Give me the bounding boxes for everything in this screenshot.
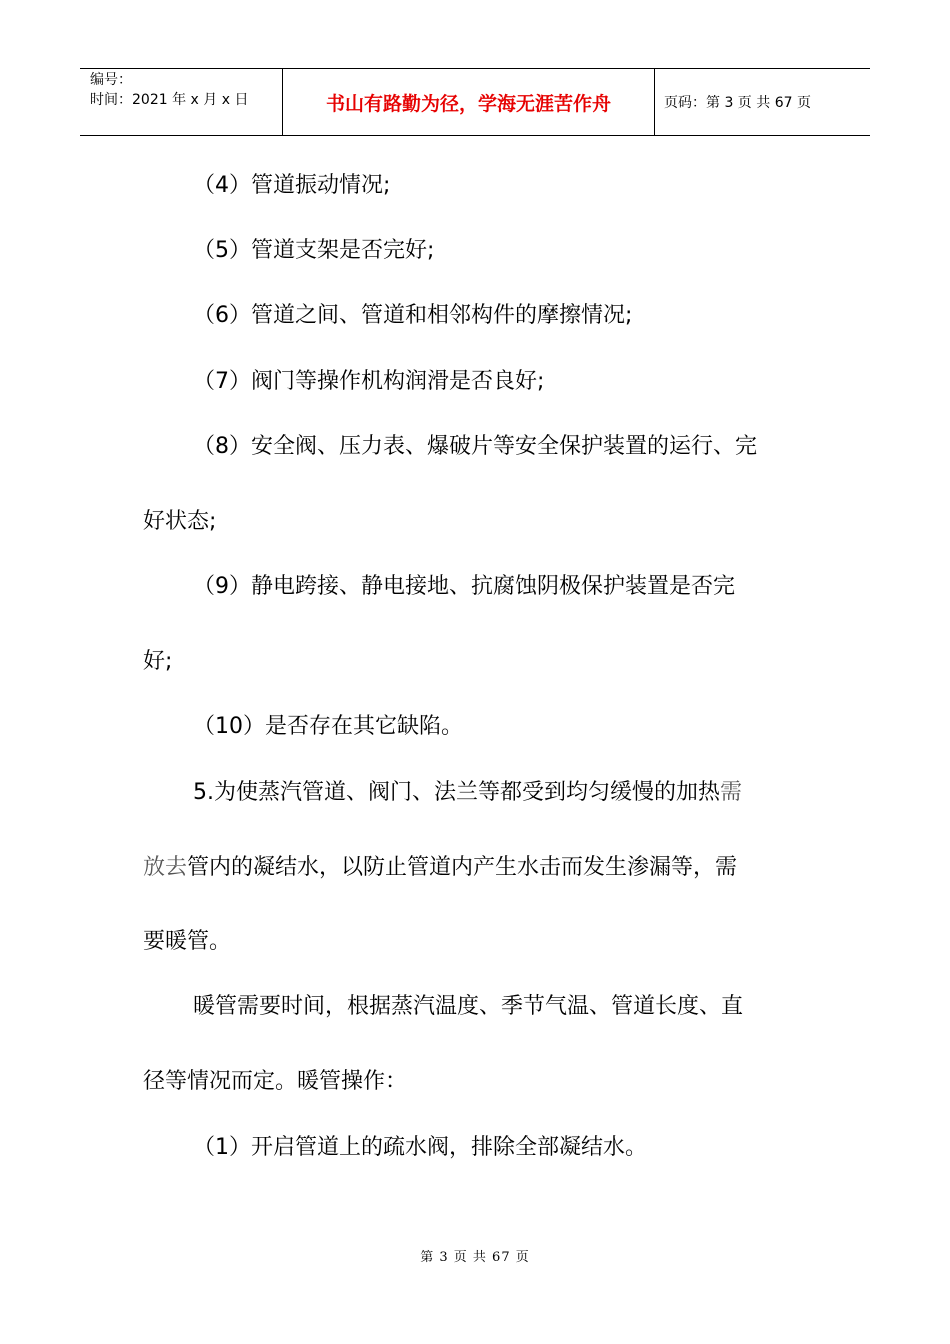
body-line: （6）管道之间、管道和相邻构件的摩擦情况; [193,303,633,328]
document-number-label: 编号： [90,72,132,88]
header-motto-cell [282,69,655,135]
body-line: （4）管道振动情况; [193,173,391,198]
body-line: 好; [143,649,173,674]
body-line-gray-text: 放去 [143,855,188,880]
body-line: （9）静电跨接、静电接地、抗腐蚀阴极保护装置是否完 [193,574,735,599]
header-page-cell [655,69,870,135]
body-line: （10）是否存在其它缺陷。 [193,714,463,739]
body-line-gray-text: 需 [720,780,743,805]
body-line: （1）开启管道上的疏水阀，排除全部凝结水。 [193,1135,647,1160]
body-line: 好状态; [143,509,217,534]
body-line-text: 5.为使蒸汽管道、阀门、法兰等都受到均匀缓慢的加热 [193,780,720,805]
header-motto: 书山有路勤为径，学海无涯苦作舟 [325,92,611,115]
header-page-info: 页码：第 3 页 共 67 页 [664,95,811,111]
document-date-label: 时间：2021 年 x 月 x 日 [90,92,249,108]
body-line [193,778,742,808]
body-line: 径等情况而定。暖管操作： [143,1069,408,1094]
body-line: （8）安全阀、压力表、爆破片等安全保护装置的运行、完 [193,434,757,459]
body-line-text: 管内的凝结水，以防止管道内产生水击而发生渗漏等，需 [187,855,738,880]
page-header [80,68,870,136]
body-line [143,853,737,883]
body-line: 暖管需要时间，根据蒸汽温度、季节气温、管道长度、直 [193,994,744,1019]
header-meta-cell [80,69,282,135]
body-line: （7）阀门等操作机构润滑是否良好; [193,369,545,394]
body-line: 要暖管。 [143,929,232,954]
page-footer: 第 3 页 共 67 页 [420,1250,530,1265]
body-line: （5）管道支架是否完好; [193,238,435,263]
